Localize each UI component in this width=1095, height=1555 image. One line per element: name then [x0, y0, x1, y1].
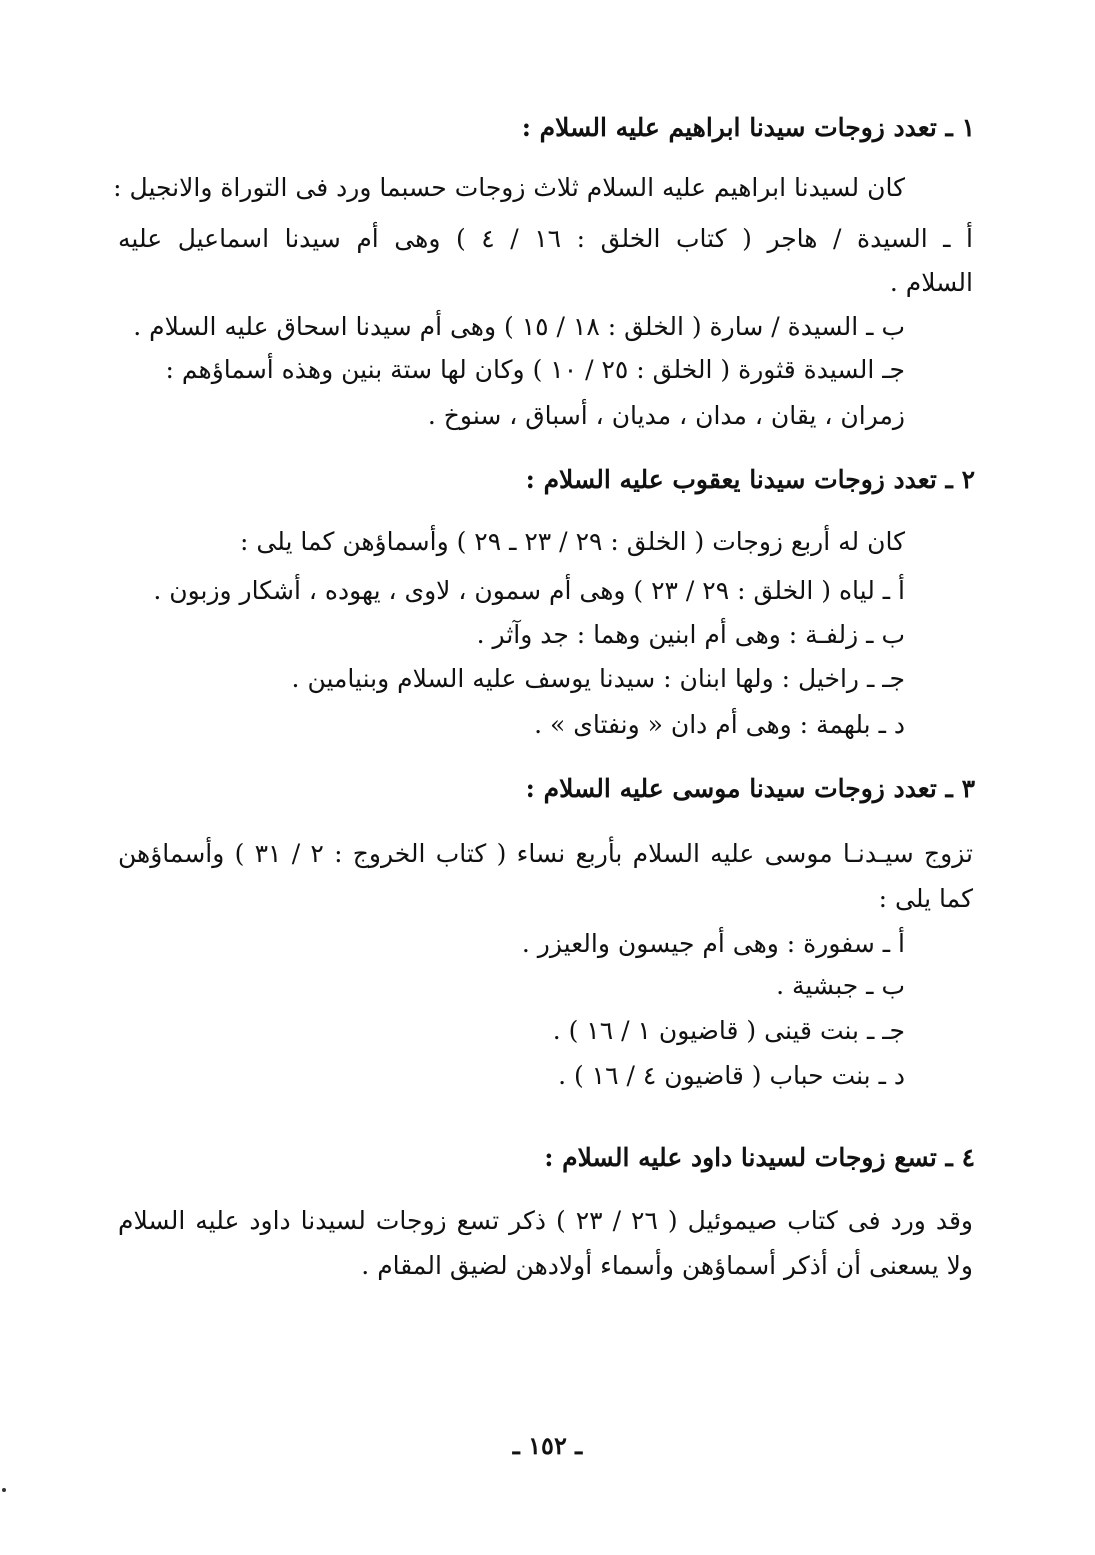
list-item: ب ـ زلفـة : وهى أم ابنين وهما : جد وآثر .: [476, 620, 905, 649]
list-item: زمران ، يقان ، مدان ، مديان ، أسباق ، سنوخ .: [427, 401, 905, 430]
section-heading: ٣ ـ تعدد زوجات سيدنا موسى عليه السلام :: [525, 774, 975, 803]
list-item: جـ ـ بنت قينى ( قاضيون ١ / ١٦ ) .: [552, 1016, 905, 1045]
list-item: أ ـ لياه ( الخلق : ٢٩ / ٢٣ ) وهى أم سمون ، لاوى ، يهوده ، أشكار وزبون .: [153, 576, 905, 605]
list-item: ب ـ السيدة / سارة ( الخلق : ١٨ / ١٥ ) وهى أم سيدنا اسحاق عليه السلام .: [133, 312, 905, 341]
scan-speck: [2, 1488, 6, 1492]
list-item: ب ـ جبشية .: [776, 971, 905, 1000]
paragraph-line: كان لسيدنا ابراهيم عليه السلام ثلاث زوجات حسبما ورد فى التوراة والانجيل :: [113, 173, 905, 202]
paragraph-line: تزوج سيـدنـا موسى عليه السلام بأربع نساء ( كتاب الخروج : ٢ / ٣١ ) وأسماؤهن: [118, 839, 973, 868]
list-item: جـ ـ راخيل : ولها ابنان : سيدنا يوسف عليه السلام وبنيامين .: [291, 664, 905, 693]
paragraph-line: كان له أربع زوجات ( الخلق : ٢٩ / ٢٣ ـ ٢٩ ) وأسماؤهن كما يلى :: [240, 527, 905, 556]
list-item: د ـ بلهمة : وهى أم دان « ونفتاى » .: [534, 710, 905, 739]
section-heading: ٢ ـ تعدد زوجات سيدنا يعقوب عليه السلام :: [525, 465, 975, 494]
paragraph-line: ولا يسعنى أن أذكر أسماؤهن وأسماء أولادهن لضيق المقام .: [361, 1251, 973, 1280]
list-item: جـ السيدة قثورة ( الخلق : ٢٥ / ١٠ ) وكان لها ستة بنين وهذه أسماؤهم :: [165, 355, 905, 384]
section-heading: ٤ ـ تسع زوجات لسيدنا داود عليه السلام :: [544, 1143, 975, 1172]
list-item: أ ـ سفورة : وهى أم جيسون والعيزر .: [521, 929, 905, 958]
paragraph-line: كما يلى :: [878, 884, 973, 913]
paragraph-line: أ ـ السيدة / هاجر ( كتاب الخلق : ١٦ / ٤ ) وهى أم سيدنا اسماعيل عليه: [118, 224, 974, 253]
section-heading: ١ ـ تعدد زوجات سيدنا ابراهيم عليه السلام :: [521, 113, 975, 142]
paragraph-line: وقد ورد فى كتاب صيموئيل ( ٢٦ / ٢٣ ) ذكر تسع زوجات لسيدنا داود عليه السلام: [118, 1206, 973, 1235]
paragraph-line: السلام .: [889, 268, 973, 297]
list-item: د ـ بنت حباب ( قاضيون ٤ / ١٦ ) .: [558, 1061, 905, 1090]
page-number: ـ ١٥٢ ـ: [512, 1431, 583, 1460]
